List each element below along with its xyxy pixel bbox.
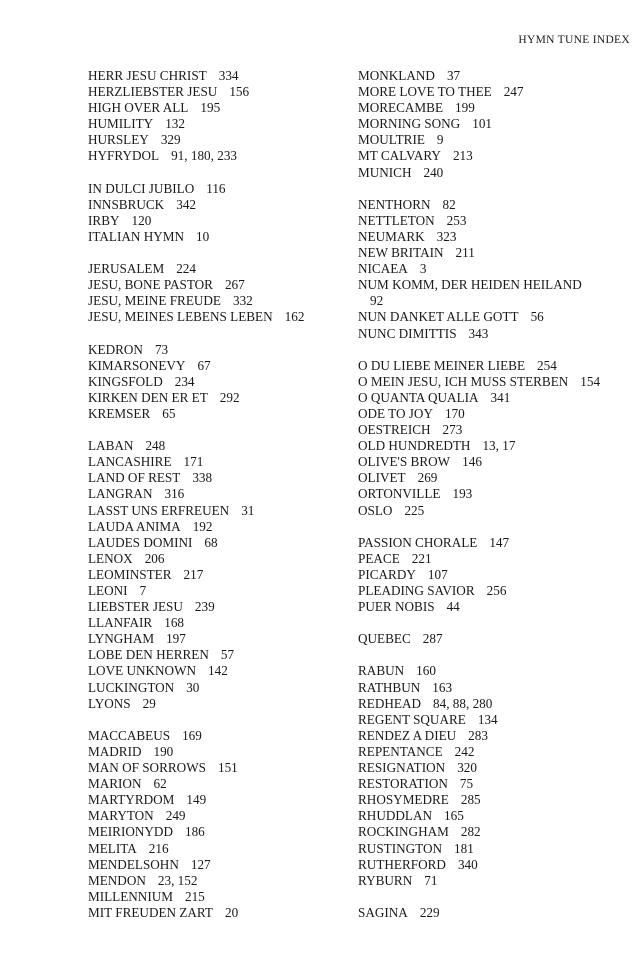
hymn-numbers: 190 xyxy=(153,743,174,759)
tune-name: KEDRON xyxy=(88,341,143,357)
tune-name: HURSLEY xyxy=(88,132,149,148)
hymn-numbers: 3 xyxy=(419,261,427,277)
letter-group-gap xyxy=(358,615,628,631)
letter-group-gap xyxy=(88,165,343,181)
tune-name: OESTREICH xyxy=(358,422,431,438)
hymn-numbers: 151 xyxy=(217,760,238,776)
tune-name: O MEIN JESU, ICH MUSS STERBEN xyxy=(358,373,569,389)
hymn-numbers: 249 xyxy=(165,808,186,824)
index-entry xyxy=(358,551,628,567)
tune-name: RHOSYMEDRE xyxy=(358,792,449,808)
tune-name: MAN OF SORROWS xyxy=(88,760,206,776)
letter-group-gap xyxy=(88,245,343,261)
hymn-numbers: 247 xyxy=(503,84,524,100)
tune-name: JESU, BONE PASTOR xyxy=(88,277,213,293)
index-entry xyxy=(88,438,343,454)
tune-name: PUER NOBIS xyxy=(358,599,435,615)
tune-name: MEIRIONYDD xyxy=(88,824,173,840)
hymn-numbers: 92 xyxy=(370,293,384,309)
tune-name: MIT FREUDEN ZART xyxy=(88,904,213,920)
hymn-numbers: 234 xyxy=(174,373,195,389)
hymn-numbers: 65 xyxy=(162,405,176,421)
index-entry xyxy=(358,84,628,100)
index-entry xyxy=(88,309,343,325)
tune-name: RUTHERFORD xyxy=(358,856,446,872)
tune-name: NICAEA xyxy=(358,261,408,277)
index-entry xyxy=(358,470,628,486)
hymn-numbers: 221 xyxy=(411,550,432,566)
hymn-numbers: 213 xyxy=(452,148,473,164)
index-entry xyxy=(358,100,628,116)
hymn-numbers: 248 xyxy=(145,438,166,454)
index-entry xyxy=(358,680,628,696)
tune-name: HUMILITY xyxy=(88,116,154,132)
tune-name: INNSBRUCK xyxy=(88,196,165,212)
index-entry xyxy=(88,760,343,776)
hymn-numbers: 67 xyxy=(197,357,211,373)
hymn-numbers: 332 xyxy=(232,293,253,309)
letter-group-gap xyxy=(358,342,628,358)
index-entry xyxy=(358,213,628,229)
index-entry xyxy=(88,808,343,824)
tune-name: KREMSER xyxy=(88,405,151,421)
hymn-numbers: 186 xyxy=(184,824,205,840)
tune-name: IRBY xyxy=(88,212,120,228)
tune-name: LASST UNS ERFREUEN xyxy=(88,502,230,518)
tune-name: MUNICH xyxy=(358,164,412,180)
hymn-numbers: 10 xyxy=(196,228,210,244)
letter-group-gap xyxy=(358,647,628,663)
hymn-numbers: 323 xyxy=(436,228,457,244)
hymn-numbers: 181 xyxy=(454,840,474,856)
letter-group-gap xyxy=(358,519,628,535)
hymn-numbers: 217 xyxy=(183,566,204,582)
index-entry xyxy=(88,406,343,422)
index-entry xyxy=(358,841,628,857)
tune-name: LYNGHAM xyxy=(88,631,155,647)
tune-name: LAND OF REST xyxy=(88,470,181,486)
tune-name: MORECAMBE xyxy=(358,100,443,116)
tune-name: REGENT SQUARE xyxy=(358,711,466,727)
tune-name: KIMARSONEVY xyxy=(88,357,186,373)
index-entry xyxy=(88,213,343,229)
tune-name: REDHEAD xyxy=(358,695,422,711)
tune-name: OLIVET xyxy=(358,470,406,486)
tune-name: RUSTINGTON xyxy=(358,840,443,856)
tune-name: O DU LIEBE MEINER LIEBE xyxy=(358,357,526,373)
index-entry xyxy=(358,486,628,502)
index-entry xyxy=(88,680,343,696)
tune-name: NENTHORN xyxy=(358,196,431,212)
hymn-numbers: 101 xyxy=(472,116,492,132)
index-entry xyxy=(358,857,628,873)
index-entry xyxy=(358,358,628,374)
index-entry xyxy=(358,567,628,583)
index-entry xyxy=(358,148,628,164)
hymn-numbers: 334 xyxy=(218,68,239,83)
tune-name: LOBE DEN HERREN xyxy=(88,647,209,663)
tune-name: MELITA xyxy=(88,840,137,856)
index-entry xyxy=(88,470,343,486)
tune-name: OSLO xyxy=(358,502,393,518)
hymn-numbers: 57 xyxy=(220,647,235,663)
tune-name: MONKLAND xyxy=(358,68,435,83)
letter-group-gap xyxy=(88,422,343,438)
tune-name: HYFRYDOL xyxy=(88,148,160,164)
tune-name: MARION xyxy=(88,776,142,792)
index-entry xyxy=(88,132,343,148)
hymn-numbers: 193 xyxy=(452,486,473,502)
letter-group-gap xyxy=(88,326,343,342)
hymn-numbers: 269 xyxy=(417,470,438,486)
tune-name: RESIGNATION xyxy=(358,760,446,776)
hymn-numbers: 169 xyxy=(182,727,202,743)
hymn-numbers: 225 xyxy=(404,502,425,518)
index-entry xyxy=(88,100,343,116)
index-entry xyxy=(88,873,343,889)
index-entry xyxy=(88,889,343,905)
index-entry xyxy=(88,535,343,551)
index-entry xyxy=(88,647,343,663)
tune-name: NUNC DIMITTIS xyxy=(358,325,457,341)
tune-name: RHUDDLAN xyxy=(358,808,432,824)
hymn-numbers: 44 xyxy=(446,599,460,615)
hymn-numbers: 341 xyxy=(490,389,511,405)
hymn-numbers: 29 xyxy=(142,695,156,711)
hymn-numbers: 132 xyxy=(165,116,185,132)
index-entry xyxy=(358,808,628,824)
hymn-numbers: 215 xyxy=(184,888,205,904)
index-entry xyxy=(88,181,343,197)
hymn-numbers: 62 xyxy=(153,776,167,792)
tune-name: HIGH OVER ALL xyxy=(88,100,189,116)
hymn-numbers: 283 xyxy=(468,727,488,743)
tune-name: LANGRAN xyxy=(88,486,153,502)
hymn-numbers: 162 xyxy=(284,309,305,325)
hymn-numbers: 282 xyxy=(460,824,481,840)
tune-name: MENDON xyxy=(88,872,146,888)
hymn-numbers: 320 xyxy=(457,760,477,776)
tune-name: LAUDA ANIMA xyxy=(88,518,181,534)
index-entry xyxy=(358,277,628,309)
index-entry xyxy=(358,760,628,776)
index-entry xyxy=(358,229,628,245)
tune-name: PASSION CHORALE xyxy=(358,534,478,550)
tune-name: ORTONVILLE xyxy=(358,486,441,502)
index-entry xyxy=(88,519,343,535)
index-entry xyxy=(88,116,343,132)
tune-name: LEOMINSTER xyxy=(88,566,172,582)
hymn-numbers: 229 xyxy=(419,904,440,920)
hymn-numbers: 343 xyxy=(468,325,489,341)
tune-name: HERR JESU CHRIST xyxy=(88,68,207,83)
index-entry xyxy=(88,551,343,567)
index-entry xyxy=(358,599,628,615)
index-entry xyxy=(358,309,628,325)
tune-name: OLIVE'S BROW xyxy=(358,454,451,470)
index-entry xyxy=(358,792,628,808)
index-entry xyxy=(88,277,343,293)
tune-name: MADRID xyxy=(88,743,142,759)
index-entry xyxy=(88,728,343,744)
index-column-right xyxy=(358,68,628,921)
hymn-numbers: 239 xyxy=(194,599,215,615)
hymn-numbers: 7 xyxy=(139,583,147,598)
index-entry xyxy=(358,197,628,213)
index-entry xyxy=(88,583,343,599)
tune-name: MOULTRIE xyxy=(358,132,425,148)
index-entry xyxy=(358,503,628,519)
tune-name: IN DULCI JUBILO xyxy=(88,180,195,196)
tune-name: MACCABEUS xyxy=(88,727,171,743)
hymn-numbers: 240 xyxy=(423,164,444,180)
index-entry xyxy=(88,374,343,390)
hymn-numbers: 206 xyxy=(144,550,165,566)
hymn-numbers: 329 xyxy=(160,132,181,148)
tune-name: NEUMARK xyxy=(358,228,425,244)
tune-name: KIRKEN DEN ER ET xyxy=(88,389,208,405)
index-entry xyxy=(88,261,343,277)
index-entry xyxy=(88,824,343,840)
index-entry xyxy=(358,696,628,712)
index-entry xyxy=(358,390,628,406)
tune-name: REPENTANCE xyxy=(358,743,443,759)
index-entry xyxy=(358,165,628,181)
index-entry xyxy=(88,857,343,873)
index-entry xyxy=(358,116,628,132)
tune-name: RABUN xyxy=(358,663,405,679)
hymn-numbers: 170 xyxy=(444,405,465,421)
hymn-numbers: 146 xyxy=(462,454,482,470)
hymn-numbers: 107 xyxy=(427,566,448,582)
tune-name: ITALIAN HYMN xyxy=(88,228,185,244)
hymn-numbers: 224 xyxy=(176,261,196,277)
index-entry xyxy=(88,696,343,712)
hymn-numbers: 254 xyxy=(537,357,557,373)
index-entry xyxy=(88,454,343,470)
hymn-numbers: 338 xyxy=(192,470,213,486)
index-entry xyxy=(358,631,628,647)
tune-name: NUM KOMM, DER HEIDEN HEILAND xyxy=(358,277,582,293)
index-entry xyxy=(88,905,343,921)
hymn-numbers: 13, 17 xyxy=(482,438,516,454)
tune-name: LAUDES DOMINI xyxy=(88,534,193,550)
hymn-numbers: 147 xyxy=(489,534,510,550)
index-entry xyxy=(358,712,628,728)
index-entry xyxy=(358,905,628,921)
hymn-numbers: 91, 180, 233 xyxy=(171,148,238,164)
hymn-numbers: 316 xyxy=(164,486,185,502)
tune-name: MT CALVARY xyxy=(358,148,441,164)
hymn-numbers: 68 xyxy=(204,534,218,550)
running-head: HYMN TUNE INDEX xyxy=(518,34,630,46)
tune-name: NEW BRITAIN xyxy=(358,245,444,261)
index-entry xyxy=(358,454,628,470)
hymn-numbers: 37 xyxy=(446,68,461,83)
tune-name: JESU, MEINES LEBENS LEBEN xyxy=(88,309,273,325)
letter-group-gap xyxy=(358,889,628,905)
tune-name: O QUANTA QUALIA xyxy=(358,389,479,405)
tune-name: NUN DANKET ALLE GOTT xyxy=(358,309,519,325)
hymn-numbers: 342 xyxy=(176,196,196,212)
hymn-numbers: 75 xyxy=(459,776,474,792)
index-entry xyxy=(358,261,628,277)
tune-name: MORNING SONG xyxy=(358,116,461,132)
hymn-numbers: 273 xyxy=(442,422,463,438)
hymn-numbers: 84, 88, 280 xyxy=(433,695,493,711)
tune-name: LLANFAIR xyxy=(88,615,153,631)
tune-name: RYBURN xyxy=(358,872,413,888)
index-entry xyxy=(88,148,343,164)
letter-group-gap xyxy=(358,181,628,197)
index-entry xyxy=(358,728,628,744)
tune-name: LENOX xyxy=(88,550,133,566)
hymn-numbers: 120 xyxy=(131,212,152,228)
index-entry xyxy=(88,390,343,406)
hymn-numbers: 192 xyxy=(192,518,213,534)
index-entry xyxy=(88,84,343,100)
tune-name: KINGSFOLD xyxy=(88,373,163,389)
tune-name: OLD HUNDREDTH xyxy=(358,438,471,454)
index-entry xyxy=(358,326,628,342)
hymn-numbers: 116 xyxy=(206,180,226,196)
index-entry xyxy=(358,438,628,454)
index-entry xyxy=(88,631,343,647)
hymn-numbers: 160 xyxy=(416,663,436,679)
index-entry xyxy=(88,68,343,84)
hymn-numbers: 127 xyxy=(190,856,211,872)
index-entry xyxy=(88,486,343,502)
tune-name: NETTLETON xyxy=(358,212,435,228)
hymn-numbers: 82 xyxy=(442,196,456,212)
tune-name: RENDEZ A DIEU xyxy=(358,727,457,743)
hymn-numbers: 73 xyxy=(154,341,169,357)
hymn-numbers: 197 xyxy=(166,631,186,647)
index-entry xyxy=(88,358,343,374)
index-entry xyxy=(88,342,343,358)
tune-name: MARTYRDOM xyxy=(88,792,175,808)
hymn-numbers: 163 xyxy=(432,679,453,695)
hymn-numbers: 253 xyxy=(446,212,467,228)
index-entry xyxy=(358,824,628,840)
index-entry xyxy=(358,535,628,551)
tune-name: MILLENNIUM xyxy=(88,888,173,904)
index-entry xyxy=(88,197,343,213)
tune-name: LEONI xyxy=(88,583,128,598)
index-entry xyxy=(358,68,628,84)
letter-group-gap xyxy=(88,712,343,728)
hymn-numbers: 171 xyxy=(183,454,204,470)
hymn-numbers: 256 xyxy=(486,583,507,598)
hymn-numbers: 31 xyxy=(241,502,255,518)
index-entry xyxy=(88,229,343,245)
hymn-numbers: 134 xyxy=(477,711,498,727)
tune-name: JESU, MEINE FREUDE xyxy=(88,293,221,309)
hymn-numbers: 165 xyxy=(444,808,464,824)
tune-name: LANCASHIRE xyxy=(88,454,172,470)
tune-name: ROCKINGHAM xyxy=(358,824,449,840)
index-entry xyxy=(88,615,343,631)
index-entry xyxy=(358,422,628,438)
hymn-numbers: 56 xyxy=(530,309,544,325)
index-column-left xyxy=(88,68,343,921)
index-entry xyxy=(358,776,628,792)
index-entry xyxy=(358,406,628,422)
hymn-numbers: 9 xyxy=(436,132,444,148)
index-entry xyxy=(358,132,628,148)
tune-name: LABAN xyxy=(88,438,134,454)
index-entry xyxy=(88,744,343,760)
hymn-numbers: 195 xyxy=(200,100,221,116)
hymn-numbers: 149 xyxy=(186,792,207,808)
hymn-numbers: 71 xyxy=(424,872,438,888)
tune-name: SAGINA xyxy=(358,904,408,920)
tune-name: MARYTON xyxy=(88,808,154,824)
tune-name: LUCKINGTON xyxy=(88,679,175,695)
tune-name: RESTORATION xyxy=(358,776,448,792)
hymn-numbers: 242 xyxy=(454,743,475,759)
hymn-numbers: 154 xyxy=(580,373,601,389)
tune-name: LIEBSTER JESU xyxy=(88,599,183,615)
hymn-numbers: 23, 152 xyxy=(157,872,198,888)
index-entry xyxy=(88,663,343,679)
tune-name: MORE LOVE TO THEE xyxy=(358,84,492,100)
tune-name: ODE TO JOY xyxy=(358,405,433,421)
index-entry xyxy=(88,841,343,857)
index-entry xyxy=(88,567,343,583)
hymn-numbers: 340 xyxy=(457,856,478,872)
hymn-numbers: 142 xyxy=(208,663,228,679)
tune-name: HERZLIEBSTER JESU xyxy=(88,84,218,100)
tune-name: PEACE xyxy=(358,550,400,566)
hymn-numbers: 292 xyxy=(219,389,240,405)
tune-name: JERUSALEM xyxy=(88,261,165,277)
index-entry xyxy=(88,599,343,615)
index-entry xyxy=(88,776,343,792)
index-entry xyxy=(358,744,628,760)
index-entry xyxy=(358,663,628,679)
tune-name: LOVE UNKNOWN xyxy=(88,663,197,679)
tune-name: RATHBUN xyxy=(358,679,421,695)
index-entry xyxy=(88,792,343,808)
hymn-numbers: 285 xyxy=(460,792,481,808)
hymn-numbers: 199 xyxy=(455,100,475,116)
index-entry xyxy=(88,503,343,519)
index-entry xyxy=(358,873,628,889)
hymn-numbers: 287 xyxy=(422,631,443,647)
hymn-numbers: 216 xyxy=(148,840,169,856)
hymn-numbers: 30 xyxy=(186,679,200,695)
hymn-numbers: 267 xyxy=(224,277,245,293)
tune-name: QUEBEC xyxy=(358,631,411,647)
tune-name: MENDELSOHN xyxy=(88,856,179,872)
index-entry xyxy=(358,583,628,599)
tune-name: LYONS xyxy=(88,695,131,711)
tune-name: PICARDY xyxy=(358,566,416,582)
hymn-numbers: 168 xyxy=(164,615,185,631)
tune-name: PLEADING SAVIOR xyxy=(358,583,475,598)
index-entry xyxy=(358,245,628,261)
index-entry xyxy=(358,374,628,390)
hymn-numbers: 20 xyxy=(224,904,239,920)
index-entry xyxy=(88,293,343,309)
hymn-numbers: 211 xyxy=(455,245,475,261)
hymn-numbers: 156 xyxy=(229,84,250,100)
